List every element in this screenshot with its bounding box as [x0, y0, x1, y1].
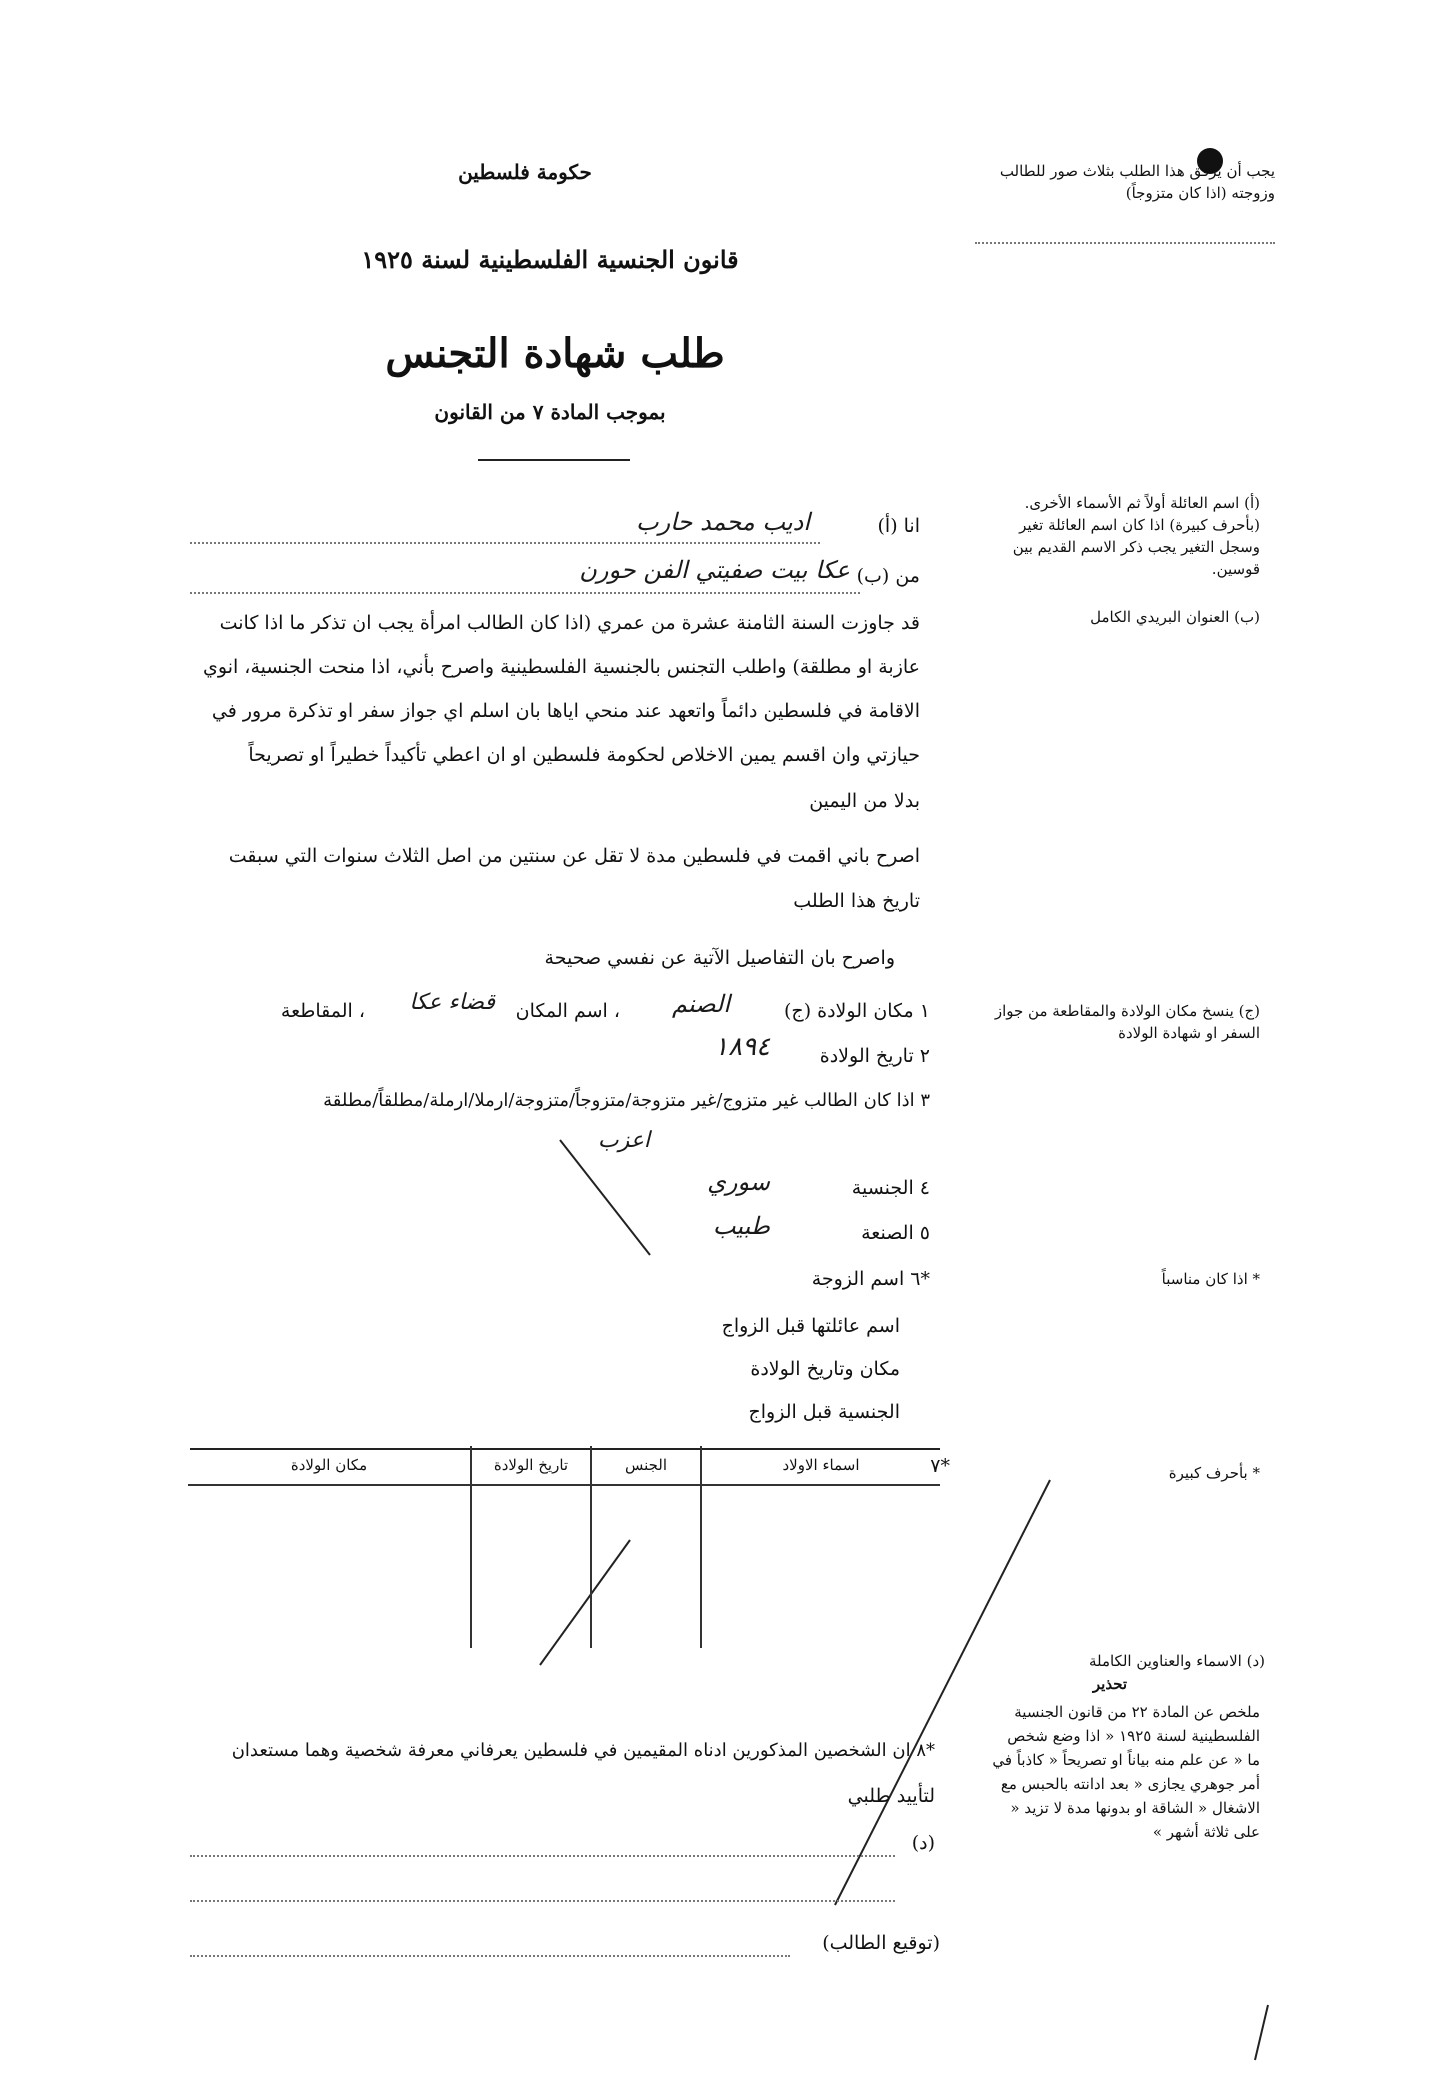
- margin-dotted-line: [975, 242, 1275, 244]
- declaration-line-3: الاقامة في فلسطين دائماً واتعهد عند منحي اياها بان اسلم اي جواز سفر او تذكرة مرور في: [211, 700, 920, 722]
- referee-dotted-line: [190, 1855, 895, 1857]
- birth-date-value: ١٨٩٤: [714, 1032, 770, 1062]
- warning-title: تحذير: [1092, 1675, 1128, 1693]
- particulars-intro: واصرح بان التفاصيل الآتية عن نفسي صحيحة: [544, 947, 895, 969]
- nationality-value: سوري: [707, 1168, 770, 1196]
- referees-line-1: *٨ ان الشخصين المذكورين ادناه المقيمين في فلسطين يعرفاني معرفة شخصية وهما مستعدان: [231, 1740, 935, 1761]
- note-c: (ج) ينسخ مكان الولادة والمقاطعة من جواز السفر او شهادة الولادة: [994, 1002, 1260, 1042]
- referee-label: (د): [911, 1832, 935, 1854]
- photo-note: يجب أن يرفق هذا الطلب بثلاث صور للطالب وزوجته (اذا كان متزوجاً): [999, 162, 1275, 202]
- birth-date-label: ٢ تاريخ الولادة: [819, 1045, 930, 1067]
- children-table-body-row: [188, 1485, 940, 1648]
- note-capitals: * بأحرف كبيرة: [1168, 1464, 1260, 1482]
- declaration-line-1: قد جاوزت السنة الثامنة عشرة من عمري (اذا كان الطالب امرأة يجب ان تذكر ما اذا كانت: [219, 612, 920, 634]
- children-names-cell: [701, 1485, 940, 1648]
- town-value: قضاء عكا: [409, 990, 495, 1015]
- law-title: قانون الجنسية الفلسطينية لسنة ١٩٢٥: [361, 245, 739, 274]
- col-birth-place: مكان الولادة: [188, 1446, 471, 1485]
- name-dotted-line: [190, 542, 820, 544]
- children-table: [188, 1446, 940, 1648]
- wife-nationality-label: الجنسية قبل الزواج: [748, 1401, 900, 1423]
- birth-place-label: ١ مكان الولادة (ج): [784, 1000, 930, 1022]
- signature-label: (توقيع الطالب): [822, 1932, 940, 1954]
- warning-text: ملخص عن المادة ٢٢ من قانون الجنسية الفلسطينية لسنة ١٩٢٥ « اذا وضع شخص ما « عن علم منه بياناً او تصريحاً « كاذباً في أمر جوهري يجازى « بعد ادانته بالحبس مع الاشغال « الشاقة او بدونها مدة لا تزيد « على ثلاثة أشهر »: [992, 1703, 1260, 1841]
- children-item-number: *٧: [930, 1455, 950, 1477]
- wife-family-label: اسم عائلتها قبل الزواج: [721, 1315, 900, 1337]
- col-gender: الجنس: [591, 1446, 701, 1485]
- note-b: (ب) العنوان البريدي الكامل: [1090, 608, 1260, 626]
- profession-label: ٥ الصنعة: [861, 1222, 930, 1244]
- note-if-applicable: * اذا كان مناسباً: [1161, 1270, 1260, 1288]
- nationality-label: ٤ الجنسية: [851, 1177, 930, 1199]
- marital-status-label: ٣ اذا كان الطالب غير متزوج/غير متزوجة/متزوجاً/متزوجة/ارملا/ارملة/مطلقاً/مطلقة: [323, 1090, 930, 1111]
- district-label: ، المقاطعة: [280, 1000, 365, 1022]
- declaration-line-4: حيازتي وان اقسم يمين الاخلاص لحكومة فلسطين او ان اعطي تأكيداً خطيراً او تصريحاً: [248, 744, 920, 766]
- birth-place-cell: [188, 1485, 471, 1648]
- from-label: من (ب): [856, 565, 920, 587]
- profession-value: طبيب: [712, 1212, 770, 1240]
- gender-cell: [591, 1485, 701, 1648]
- birth-place-value: الصنم: [671, 990, 730, 1018]
- applicant-address: عكا بيت صفيتي الفن حورن: [579, 556, 850, 584]
- declaration-line-5: بدلا من اليمين: [809, 790, 920, 812]
- marital-status-value: اعزب: [597, 1128, 650, 1153]
- government-heading: حكومة فلسطين: [458, 160, 592, 184]
- col-birth-date: تاريخ الولادة: [471, 1446, 591, 1485]
- page-subtitle: بموجب المادة ٧ من القانون: [434, 400, 666, 424]
- name-label: انا (أ): [877, 515, 920, 537]
- town-label: ، اسم المكان: [515, 1000, 620, 1022]
- residence-line-1: اصرح باني اقمت في فلسطين مدة لا تقل عن سنتين من اصل الثلاث سنوات التي سبقت: [228, 845, 920, 867]
- col-children-names: اسماء الاولاد: [782, 1456, 860, 1474]
- birth-date-cell: [471, 1485, 591, 1648]
- note-d: (د) الاسماء والعناوين الكاملة: [1088, 1652, 1265, 1670]
- wife-name-label: *٦ اسم الزوجة: [811, 1268, 930, 1290]
- signature-dotted-line: [190, 1955, 790, 1957]
- declaration-line-2: عازبة او مطلقة) واطلب التجنس بالجنسية الفلسطينية واصرح بأني، اذا منحت الجنسية، انوي: [203, 656, 920, 678]
- referees-line-2: لتأييد طلبي: [847, 1785, 935, 1807]
- page-title: طلب شهادة التجنس: [385, 330, 725, 377]
- note-a: (أ) اسم العائلة أولاً ثم الأسماء الأخرى. (بأحرف كبيرة) اذا كان اسم العائلة تغير وسجل التغير يجب ذكر الاسم القديم بين قوسين.: [1012, 494, 1260, 578]
- margin-mark: [1255, 2005, 1268, 2060]
- address-dotted-line: [190, 592, 860, 594]
- referee-dotted-line-2: [190, 1900, 895, 1902]
- residence-line-2: تاريخ هذا الطلب: [793, 890, 920, 912]
- wife-birth-label: مكان وتاريخ الولادة: [750, 1358, 900, 1380]
- children-table-header-row: [188, 1446, 940, 1485]
- applicant-name: اديب محمد حارب: [635, 508, 810, 536]
